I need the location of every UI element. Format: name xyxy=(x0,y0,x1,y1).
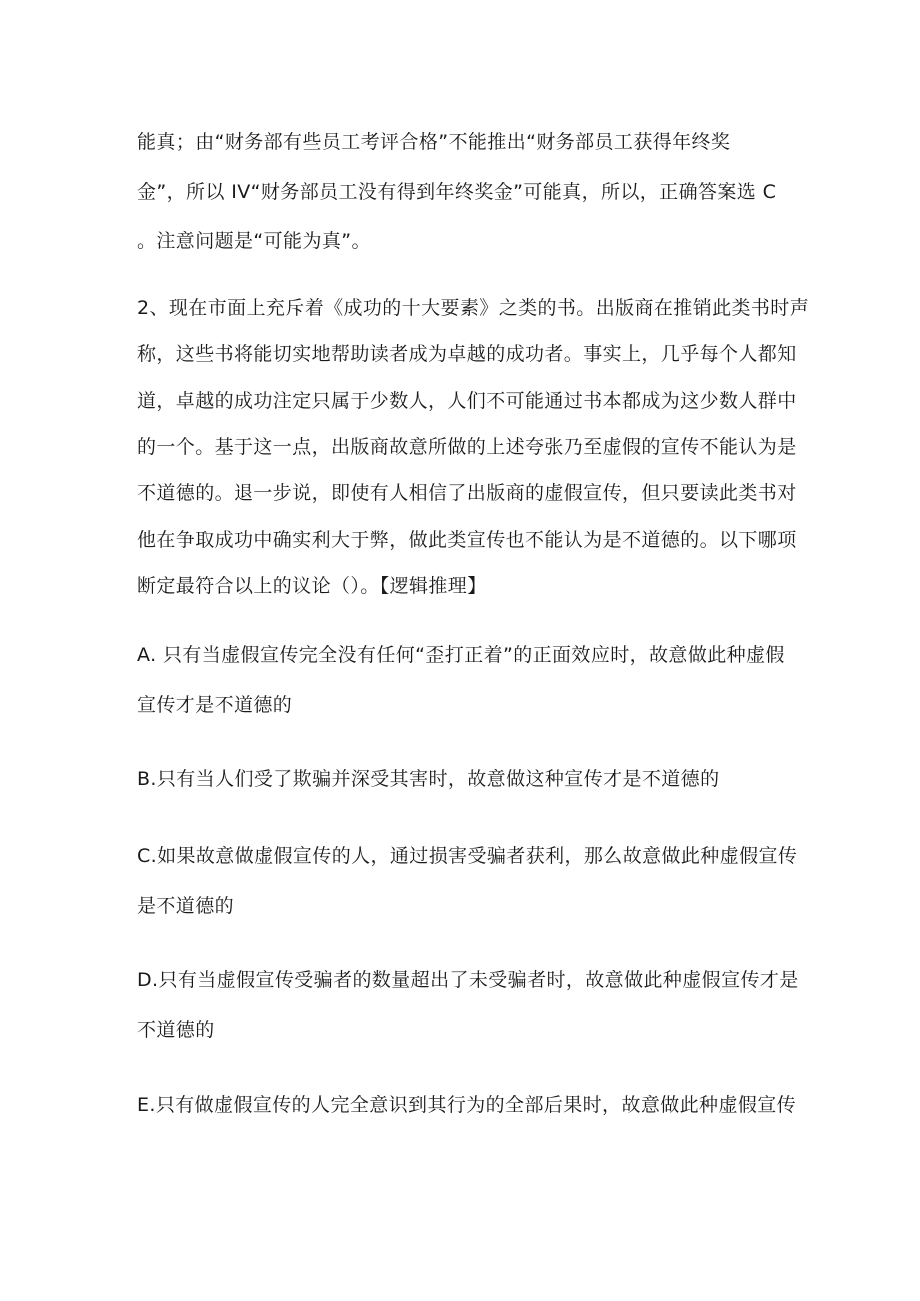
text-line: E.只有做虚假宣传的人完全意识到其行为的全部后果时，故意做此种虚假宣传 xyxy=(137,1094,797,1116)
text-line: 不道德的。退一步说，即使有人相信了出版商的虚假宣传，但只要读此类书对 xyxy=(137,482,797,504)
text-line: 能真；由“财务部有些员工考评合格”不能推出“财务部员工获得年终奖 xyxy=(137,131,731,153)
text-line: D.只有当虚假宣传受骗者的数量超出了未受骗者时，故意做此种虚假宣传才是 xyxy=(137,969,799,991)
text-line: 道，卓越的成功注定只属于少数人，人们不可能通过书本都成为这少数人群中 xyxy=(137,390,797,412)
text-line: 称，这些书将能切实地帮助读者成为卓越的成功者。事实上，几乎每个人都知 xyxy=(137,343,797,365)
text-line: 是不道德的 xyxy=(137,895,235,917)
text-line: 不道德的 xyxy=(137,1019,215,1041)
text-line: C.如果故意做虚假宣传的人，通过损害受骗者获利，那么故意做此种虚假宣传 xyxy=(137,845,798,867)
text-line: 金”，所以 IV“财务部员工没有得到年终奖金”可能真，所以，正确答案选 C xyxy=(137,181,777,203)
text-line: 他在争取成功中确实利大于弊，做此类宣传也不能认为是不道德的。以下哪项 xyxy=(137,529,797,551)
text-line: 的一个。基于这一点，出版商故意所做的上述夸张乃至虚假的宣传不能认为是 xyxy=(137,436,797,458)
text-line: B.只有当人们受了欺骗并深受其害时，故意做这种宣传才是不道德的 xyxy=(137,768,720,790)
text-line: 断定最符合以上的议论（）。【逻辑推理】 xyxy=(137,575,487,597)
text-line: A. 只有当虚假宣传完全没有任何“歪打正着”的正面效应时，故意做此种虚假 xyxy=(137,644,785,666)
text-line: 2、现在市面上充斥着《成功的十大要素》之类的书。出版商在推销此类书时声 xyxy=(137,297,810,319)
text-line: 宣传才是不道德的 xyxy=(137,694,293,716)
text-line: 。注意问题是“可能为真”。 xyxy=(137,230,371,252)
